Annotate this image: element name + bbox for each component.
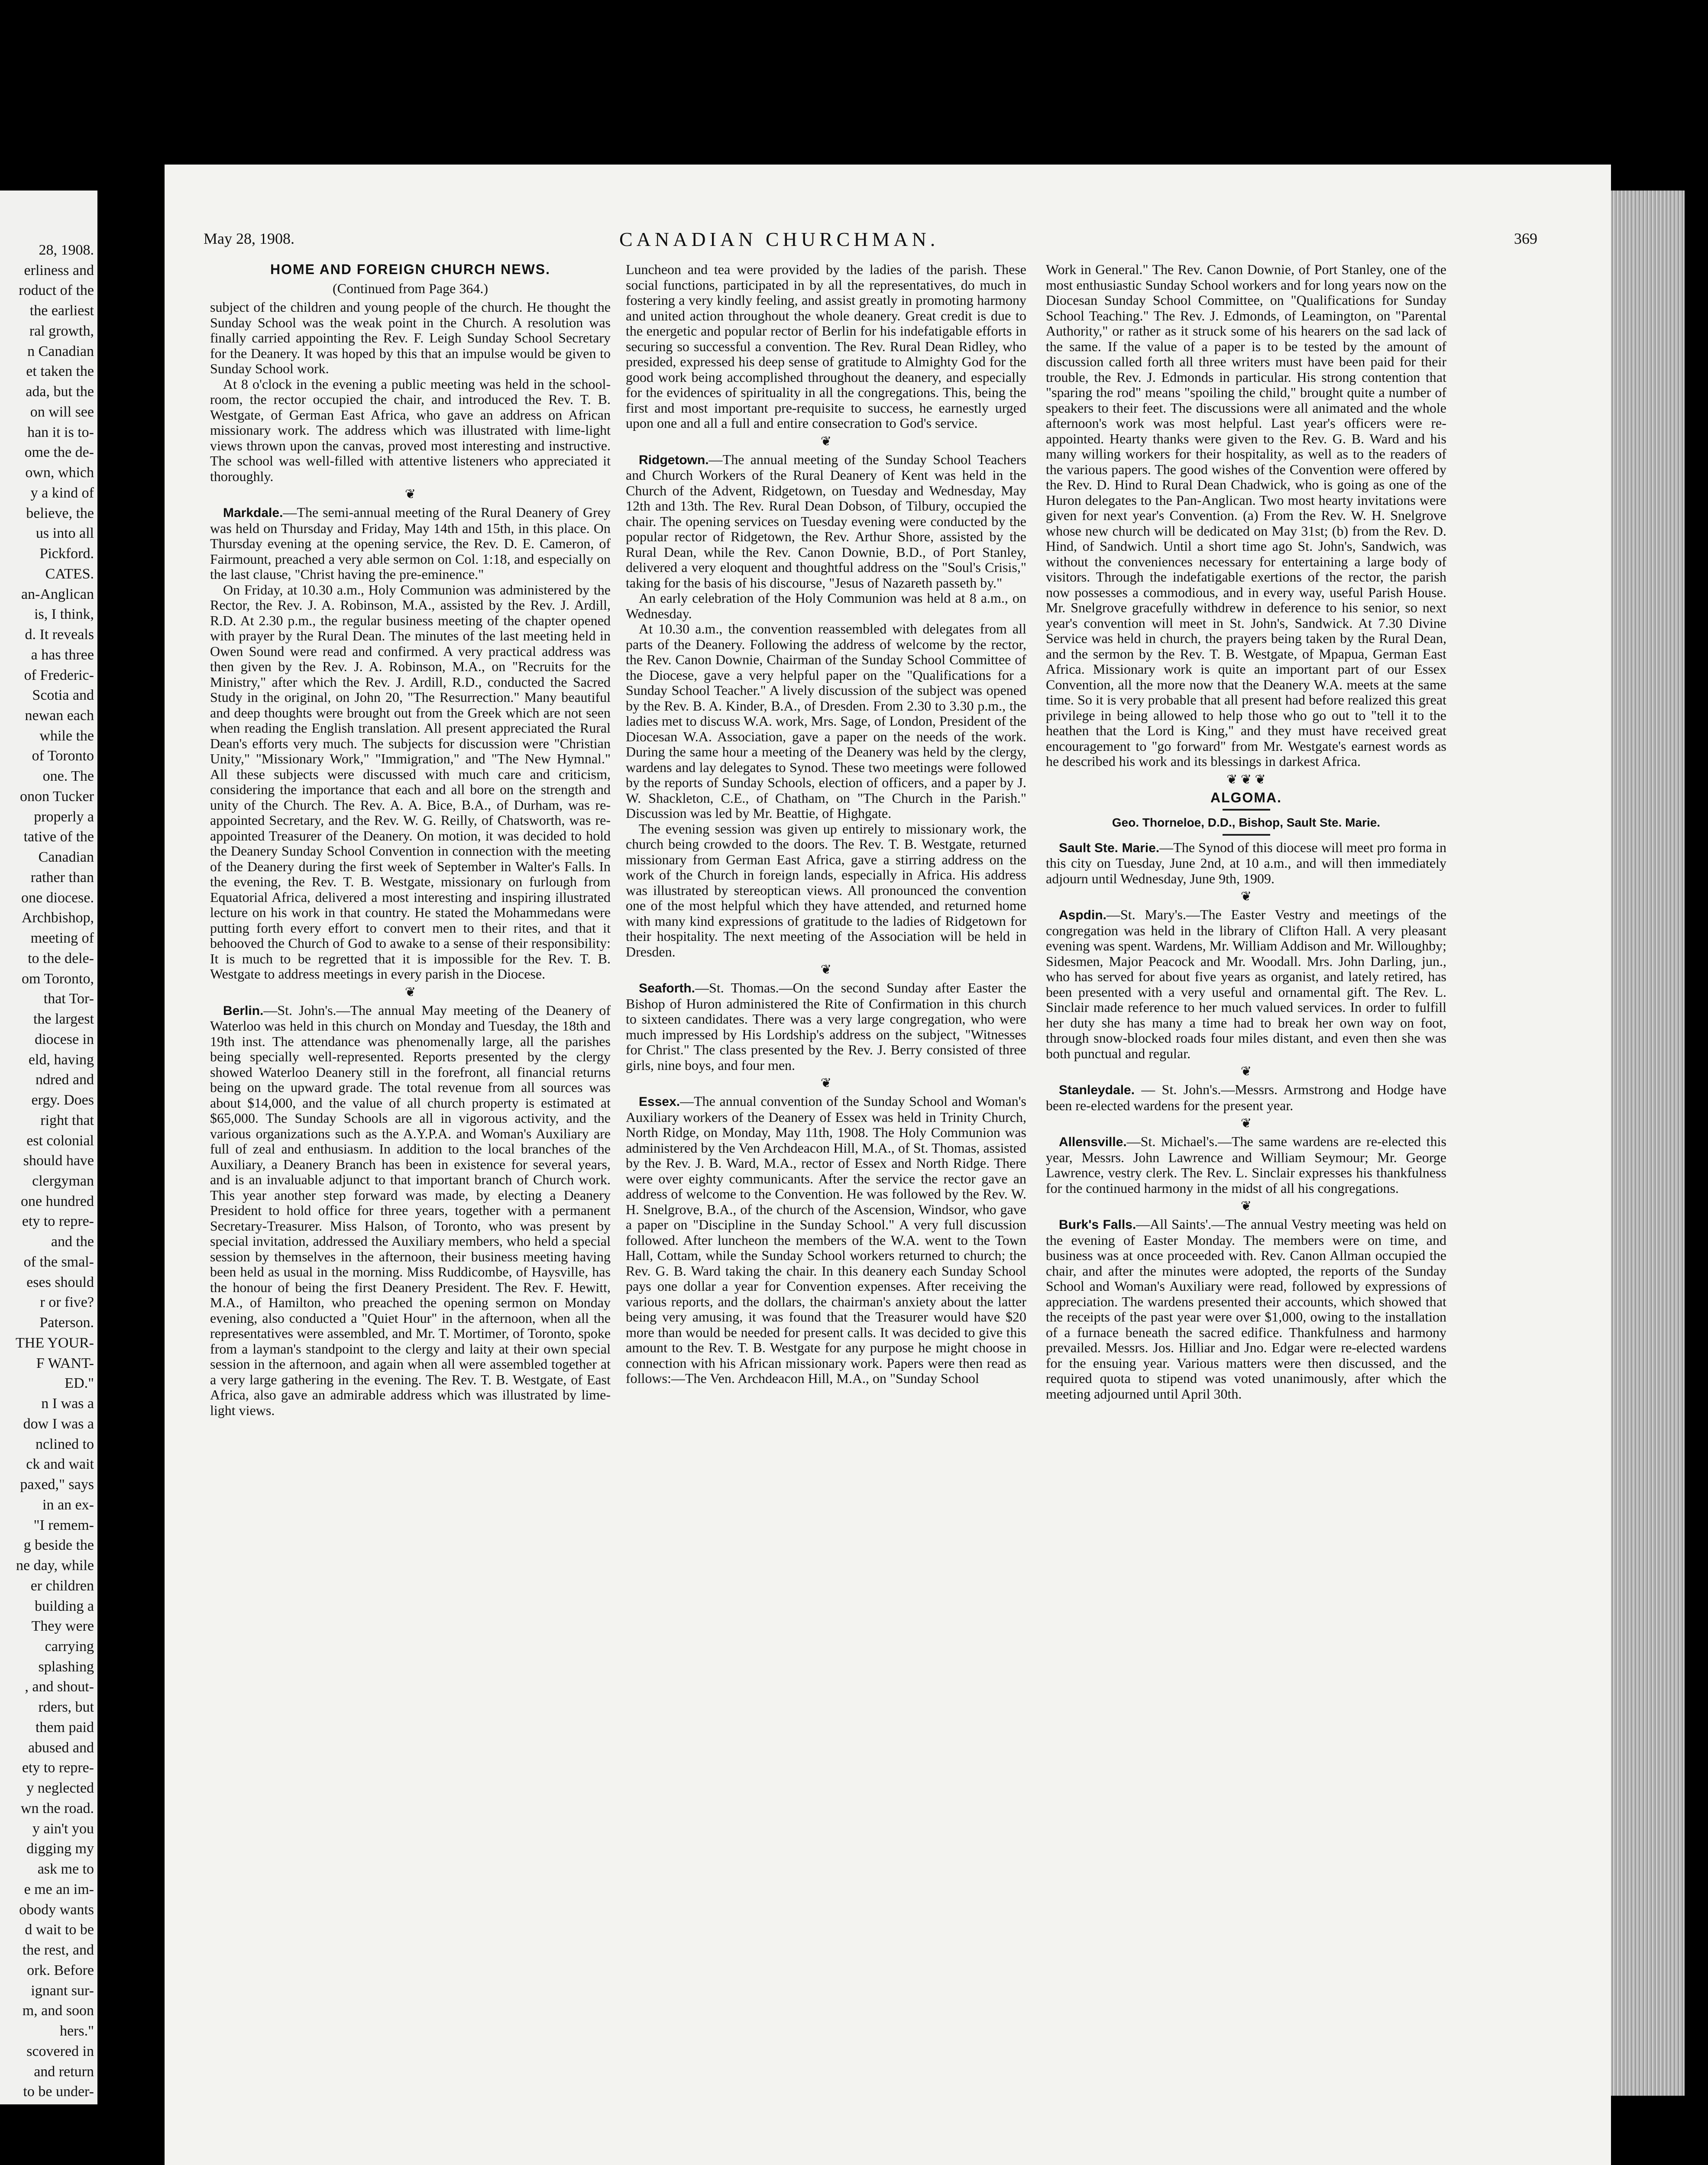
fragment-line: ada, but the <box>26 384 94 400</box>
fragment-line: ergy. Does <box>31 1092 94 1108</box>
ornament-divider: ❦ <box>1240 889 1252 904</box>
article-text: —All Saints'.—The annual Vestry meeting was held on the evening of Easter Monday. The members were on time, and business was at once proceeded with. Rev. Canon Allman occupied the chair, and after the minutes were adopted, the reports of the Sunday School and Woman's Auxiliary were read, followed by expressions of appreciation. The wardens presented their accounts, which showed that the receipts of the past year were over $1,000, owing to the installation of a furnace beneath the sacred edifice. Thankfulness and harmony prevailed. Messrs. Jos. Hilliar and Jno. Edgar were re-elected wardens for the ensuing year. Various matters were then discussed, and the required quota to stipend was voted unanimously, after which the meeting adjourned until April 30th. <box>1046 1216 1447 1402</box>
fragment-line: eses should <box>26 1274 94 1290</box>
place-heading: Seaforth. <box>639 981 695 995</box>
fragment-line: roduct of the <box>19 282 94 299</box>
article-text: — St. John's.—Messrs. Armstrong and Hodge have been re-elected wardens for the present year. <box>1046 1082 1446 1113</box>
place-heading: Stanleydale. <box>1059 1083 1135 1097</box>
fragment-line: F WANT- <box>36 1355 94 1371</box>
article-paragraph: subject of the children and young people of the church. He thought the Sunday School was the weak point in the Church. A resolution was finally carried appointing the Rev. F. Leigh Sunday School Secretary for the Deanery. It was hoped by this that an impulse would be given to Sunday School work. <box>210 299 611 376</box>
fragment-line: digging my <box>26 1841 94 1857</box>
article-paragraph: On Friday, at 10.30 a.m., Holy Communion was administered by the Rector, the Rev. J. A. Robinson, M.A., assisted by the Rev. J. Ardill, R.D. At 2.30 p.m., the regular business meeting of the chapter opened with prayer by the Rural Dean. The minutes of the last meeting held in Owen Sound were read and confirmed. A very practical address was then given by the Rev. J. A. Robinson, M.A., on "Recruits for the Ministry," after which the Rev. J. Ardill, R.D., conducted the Sacred Study in the original, on John 20, "The Resurrection." Many beautiful and deep thoughts were brought out from the Greek which are not seen when reading the English translation. All present appreciated the Rural Dean's efforts very much. The subjects for discussion were "Christian Unity," "Missionary Work," "Immigration," and "The New Hymnal." All these subjects were discussed with much care and criticism, considering the importance that each and all bore on the strength and unity of the Church. The Rev. A. A. Bice, B.A., of Durham, was re-appointed Secretary, and the Rev. W. G. Reilly, of Chatsworth, was re-appointed Treasurer of the Deanery. On motion, it was decided to hold the Deanery Sunday School Convention in connection with the meeting of the Deanery during the first week of September in Walter's Falls. In the evening, the Rev. T. B. Westgate, missionary on furlough from Equatorial Africa, delivered a most interesting and inspiring illustrated lecture on his work in that country. He stated the Mohammedans were putting forth every effort to convert men to their rites, and that it behooved the Church of God to awake to a sense of their responsibility: It is much to be regretted that it is impossible for the Rev. T. B. Westgate to address meetings in every parish in the Diocese. <box>210 582 611 982</box>
fragment-line: the largest <box>33 1011 94 1028</box>
fragment-line: e me an im- <box>24 1881 94 1897</box>
fragment-line: CATES. <box>45 565 94 582</box>
ornament-divider: ❦ <box>1240 1064 1252 1079</box>
fragment-line: om Toronto, <box>22 970 94 987</box>
fragment-line: building a <box>35 1598 94 1614</box>
fragment-line: ety to repre- <box>22 1760 94 1776</box>
article-paragraph <box>210 505 611 582</box>
fragment-line: Scotia and <box>32 687 94 704</box>
fragment-line: m, and soon <box>22 2003 94 2019</box>
fragment-line: own, which <box>25 465 94 481</box>
article-paragraph <box>626 452 1026 591</box>
place-heading: Markdale. <box>223 506 283 520</box>
heading-rule <box>1223 834 1270 836</box>
page-gutter <box>97 165 165 2165</box>
fragment-line: us into all <box>36 525 94 542</box>
fragment-line: should have <box>23 1153 94 1169</box>
page-edge-stack <box>1611 191 1685 2096</box>
fragment-line: Canadian <box>38 849 94 866</box>
fragment-line: properly a <box>34 808 94 825</box>
fragment-line: the earliest <box>29 303 94 319</box>
fragment-line: n Canadian <box>27 343 94 359</box>
fragment-line: to be under- <box>23 2084 94 2100</box>
previous-page-fragment <box>0 191 97 2104</box>
header-page-number: 369 <box>1514 230 1537 247</box>
fragment-line: They were <box>31 1618 94 1635</box>
fragment-line: THE YOUR- <box>16 1335 94 1351</box>
fragment-line: clergyman <box>32 1173 94 1189</box>
fragment-line: Pickford. <box>39 546 94 562</box>
article-paragraph <box>210 1003 611 1419</box>
fragment-line: right that <box>40 1112 94 1128</box>
article-paragraph: At 8 o'clock in the evening a public meeting was held in the school-room, the rector occupied the chair, and introduced the Rev. T. B. Westgate, of German East Africa, who gave an address on African missionary work. The address which was illustrated with lime-light views thrown upon the canvas, proved most interesting and instructive. The school was well-filled with attentive listeners who appreciated it thoroughly. <box>210 376 611 484</box>
fragment-line: splashing <box>38 1658 94 1675</box>
fragment-line: er children <box>30 1577 94 1594</box>
fragment-line: ck and wait <box>26 1456 94 1473</box>
fragment-line: ral growth, <box>29 323 94 339</box>
fragment-line: rders, but <box>38 1699 94 1716</box>
fragment-line: and return <box>34 2063 94 2080</box>
fragment-line: ignant sur- <box>31 1982 94 1999</box>
fragment-line: one. The <box>42 768 94 785</box>
fragment-line: ork. Before <box>27 1962 94 1978</box>
place-heading: Sault Ste. Marie. <box>1059 840 1160 855</box>
fragment-line: "I remem- <box>33 1517 94 1533</box>
newspaper-page <box>165 165 1611 2165</box>
fragment-line: that Tor- <box>43 991 94 1007</box>
place-heading: Ridgetown. <box>639 452 709 467</box>
fragment-line: a has three <box>31 646 94 663</box>
fragment-line: wn the road. <box>20 1800 94 1816</box>
fragment-line: y a kind of <box>30 485 94 501</box>
fragment-line: ask me to <box>37 1861 94 1877</box>
fragment-line: erliness and <box>24 262 94 278</box>
article-text: —St. Mary's.—The Easter Vestry and meetings of the congregation was held in the library of Clifton Hall. A very pleasant evening was spent. Wardens, Mr. William Addison and Mr. Willoughby; Sidesmen, Major Peacock and Mr. Woodall. Mrs. John Darling, jun., who has served for about five years as organist, and lately retired, has been presented with a very useful and ornamental gift. The Rev. L. Sinclair made reference to her much valued services. In order to fulfill her duty she has many a time had to break her own way on foot, through snow-blocked roads four miles distant, and even then she was both punctual and regular. <box>1046 907 1446 1061</box>
ornament-divider: ❦ <box>820 963 832 977</box>
article-paragraph: The evening session was given up entirely to missionary work, the church being crowded to the doors. The Rev. T. B. Westgate, returned missionary from German East Africa, gave a stirring address on the work of the Church in foreign lands, especially in Africa. His address was illustrated by stereoptican views. All pronounced the convention one of the most helpful which they have attended, and returned home with many kind expressions of gratitude to the ladies of Ridgetown for their hospitality. The next meeting of the Association will be held in Dresden. <box>626 821 1026 960</box>
column-1 <box>210 262 611 2133</box>
fragment-line: n I was a <box>41 1396 94 1412</box>
article-text: —The semi-annual meeting of the Rural Deanery of Grey was held on Thursday and Friday, May 14th and 15th, in this place. On Thursday evening at the opening service, the Rev. D. E. Cameron, of Fairmount, preached a very able sermon on Col. 1:18, and especially on the last clause, "Christ having the pre-eminence." <box>210 504 611 582</box>
fragment-line: nclined to <box>35 1436 94 1452</box>
fragment-line: y neglected <box>26 1780 94 1797</box>
bishop-line: Geo. Thorneloe, D.D., Bishop, Sault Ste. Marie. <box>1112 816 1381 829</box>
fragment-line: abused and <box>28 1739 94 1756</box>
article-text: —The annual convention of the Sunday School and Woman's Auxiliary workers of the Deanery of Essex was held in Trinity Church, North Ridge, on Monday, May 11th, 1908. The Holy Communion was administered by the Ven Archdeacon Hill, M.A., of St. Thomas, assisted by the Rev. J. B. Ward, M.A., rector of Essex and North Ridge. There were over eighty communicants. After the service the rector gave an address of welcome to the Convention. He was followed by the Rev. W. H. Snelgrove, B.A., of the church of the Ascension, Windsor, who gave a paper on "Discipline in the Sunday School." A very full discussion followed. After luncheon the members of the W.A. went to the Town Hall, Cottam, while the Sunday School workers returned to church; the Rev. G. B. Ward taking the chair. In this deanery each Sunday School pays one dollar a year for Convention expenses. After receiving the various reports, and the dollars, the chairman's anxiety about the latter being very amusing, it was found that the Treasurer would have $20 more than would be needed for present calls. It was decided to give this amount to the Rev. T. B. Westgate for any purpose he might choose in connection with his African missionary work. Papers were then read as follows:—The Ven. Archdeacon Hill, M.A., on "Sunday School <box>626 1093 1026 1386</box>
fragment-line: hers." <box>59 2023 94 2039</box>
fragment-line: and the <box>51 1234 94 1250</box>
article-paragraph: At 10.30 a.m., the convention reassembled with delegates from all parts of the Deanery. Following the address of welcome by the rector, the Rev. Canon Downie, Chairman of the Sunday School Committee of the Diocese, gave a very helpful paper on the "Qualifications for a Sunday School Teacher." A lively discussion of the subject was opened by the Rev. B. A. Kinder, B.A., of Dresden. From 2.30 to 3.30 p.m., the ladies met to discuss W.A. work, Mrs. Sage, of London, President of the Diocesan W.A. Association, gave a paper on the needs of the work. During the same hour a meeting of the Deanery was held by the clergy, wardens and lay delegates to Synod. These two meetings were followed by the reports of Sunday Schools, election of officers, and a paper by J. W. Shackleton, C.E., of Chatham, on "The Church in the Parish." Discussion was led by Mr. Beattie, of Highgate. <box>626 621 1026 821</box>
header-date: May 28, 1908. <box>204 230 294 247</box>
article-paragraph <box>1046 907 1446 1061</box>
ornament-divider: ❦ <box>1240 1116 1252 1131</box>
section-title: HOME AND FOREIGN CHURCH NEWS. <box>270 262 551 277</box>
ornament-divider: ❦ <box>820 434 832 449</box>
page-header <box>165 229 1611 260</box>
place-heading: Allensville. <box>1059 1135 1127 1149</box>
fragment-line: ED." <box>65 1375 94 1392</box>
fragment-line: dow I was a <box>23 1415 94 1432</box>
fragment-line: of Toronto <box>32 748 94 764</box>
fragment-line: et taken the <box>26 363 94 380</box>
fragment-line: d. It reveals <box>25 627 94 643</box>
article-paragraph <box>1046 1134 1446 1196</box>
fragment-line: r or five? <box>40 1294 94 1311</box>
fragment-line: scovered in <box>26 2043 94 2059</box>
fragment-line: newan each <box>25 708 94 724</box>
fragment-line: of Frederic- <box>24 667 94 683</box>
fragment-line: meeting of <box>30 930 94 947</box>
fragment-line: d wait to be <box>25 1922 94 1938</box>
fragment-line: one hundred <box>20 1193 94 1209</box>
article-text: —The annual meeting of the Sunday School Teachers and Church Workers of the Rural Deanery of Kent was held in the Church of the Advent, Ridgetown, on Tuesday and Wednesday, May 12th and 13th. The Rev. Rural Dean Dobson, of Tilbury, occupied the chair. The opening services on Tuesday evening were conducted by the popular rector of Ridgetown, the Rev. Arthur Shore, assisted by the Rural Dean, while the Rev. Canon Downie, B.D., of Port Stanley, delivered a very eloquent and thoughtful address on the "Soul's Crisis," taking for the basis of his discourse, "Jesus of Nazareth passeth by." <box>626 451 1026 591</box>
ornament-divider: ❦ <box>820 1076 832 1090</box>
fragment-line: , and shout- <box>25 1679 94 1695</box>
fragment-line: 28, 1908. <box>39 242 94 258</box>
article-paragraph <box>1046 840 1446 887</box>
fragment-line: the rest, and <box>22 1942 94 1958</box>
continued-note: (Continued from Page 364.) <box>332 280 488 296</box>
fragment-line: paxed," says <box>20 1477 94 1493</box>
place-heading: Aspdin. <box>1059 908 1106 922</box>
heading-rule <box>1223 809 1270 811</box>
place-heading: Burk's Falls. <box>1059 1218 1136 1232</box>
fragment-line: an-Anglican <box>21 586 94 602</box>
fragment-line: Archbishop, <box>21 910 94 926</box>
fragment-line: g beside the <box>23 1537 94 1554</box>
place-heading: Berlin. <box>223 1003 264 1018</box>
article-paragraph: Work in General." The Rev. Canon Downie, of Port Stanley, one of the most enthusiastic Sunday School workers and for long years now on the Diocesan Sunday School Committee, on "Qualifications for Sunday School Teaching." The Rev. J. Edmonds, of Leamington, on "Parental Authority," or rather as it struck some of his hearers on the sad lack of the same. If the value of a paper is to be tested by the amount of discussion called forth all three writers must have been paid for their trouble, the Rev. J. Edmonds in particular. His strong contention that "sparing the rod" means "spoiling the child," brought quite a number of speakers to their feet. The discussions were all animated and the whole afternoon's work was most helpful. Last year's officers were re-appointed. Hearty thanks were given to the Rev. G. B. Ward and his many willing workers for their hospitality, as well as to the readers of the various papers. The good wishes of the Convention were offered by the Rev. D. Hind to Rural Dean Chadwick, who is going as one of the Huron delegates to the Pan-Anglican. Two most hearty invitations were given for next year's Convention. (a) From the Rev. W. H. Snelgrove whose new church will be dedicated on May 31st; (b) from the Rev. D. Hind, of Sandwich. Until a short time ago St. John's, Sandwich, was without the conveniences necessary for entertaining a large body of visitors. Through the indefatigable exertions of the rector, the parish now possesses a commodious, and in every way, useful Parish House. Mr. Snelgrove gracefully withdrew in deference to his senior, so next year's convention will meet in St. John's, Sandwick. At 7.30 Divine Service was held in church, the prayers being taken by the Rural Dean, and the sermon by the Rev. T. B. Westgate, of Mpapua, German East Africa. Missionary work is quite an important part of our Essex Convention, all the more now that the Deanery W.A. meets at the same time. So it is very probable that all present had before realized this great privilege in being allowed to help those who go out to "tell it to the heathen that the Lord is King," and they must have received great encouragement to "go forward" from Mr. Westgate's earnest words as he described his work and its blessings in darkest Africa. <box>1046 262 1446 769</box>
article-paragraph <box>1046 1217 1446 1402</box>
ornament-divider: ❦ <box>1240 1199 1252 1213</box>
article-text: —St. Michael's.—The same wardens are re-elected this year, Messrs. John Lawrence and William Seymour; Mr. George Lawrence, vestry clerk. The Rev. L. Sinclair expresses his thankfulness for the continued harmony in the midst of all his congregations. <box>1046 1134 1446 1196</box>
ornament-divider: ❦ ❦ ❦ <box>1226 772 1266 787</box>
fragment-line: han it is to- <box>27 424 94 440</box>
fragment-line: eld, having <box>28 1051 94 1068</box>
article-paragraph <box>626 1094 1026 1386</box>
fragment-line: to the dele- <box>28 950 94 966</box>
fragment-line: on will see <box>30 404 94 420</box>
fragment-line: carrying <box>45 1638 94 1654</box>
fragment-line: them paid <box>35 1719 94 1735</box>
diocese-heading: ALGOMA. <box>1210 789 1282 805</box>
article-text: —St. John's.—The annual May meeting of the Deanery of Waterloo was held in this church on Monday and Tuesday, the 18th and 19th inst. The attendance was phenomenally large, all the parishes being specially well-represented. Reports presented by the clergy showed Waterloo Deanery still in the forefront, all financial returns being on the upward grade. The total revenue from all sources was about $14,000, and the value of all church property is estimated at $65,000. The Sunday Schools are all in vigorous activity, and the various organizations such as the A.Y.P.A. and Woman's Auxiliary are full of zeal and enthusiasm. In addition to the local branches of the Auxiliary, a Deanery Branch has been in existence for several years, and is an invaluable adjunct to that important branch of Church work. This year another step forward was made, by electing a Deanery President to hold office for three years, together with a permanent Secretary-Treasurer. Miss Halson, of Toronto, who was present by special invitation, addressed the Auxiliary members, who held a special session by themselves in the afternoon, their business meeting having been held as usual in the morning. Miss Ruddicombe, of Haysville, has the honour of being the first Deanery President. The Rev. F. Hewitt, M.A., of Hamilton, who preached the opening sermon on Monday evening, also conducted a "Quiet Hour" in the afternoon, when all the representatives were assembled, and Mr. T. Mortimer, of Toronto, spoke from a layman's standpoint to the clergy and laity at their own special session in the afternoon, and again when all were assembled together at a very large gathering in the evening. The Rev. T. B. Westgate, of East Africa, also gave an admirable address which was illustrated by lime-light views. <box>210 1002 611 1418</box>
article-text: —The Synod of this diocese will meet pro forma in this city on Tuesday, June 2nd, at 10 a.m., and will then immediately adjourn until Wednesday, June 9th, 1909. <box>1046 839 1446 886</box>
article-paragraph <box>1046 1082 1446 1113</box>
fragment-line: ne day, while <box>16 1558 94 1574</box>
fragment-line: diocese in <box>35 1031 94 1047</box>
fragment-line: est colonial <box>26 1132 94 1149</box>
fragment-line: ome the de- <box>24 444 94 461</box>
fragment-line: ndred and <box>35 1072 94 1088</box>
article-paragraph: An early celebration of the Holy Communion was held at 8 a.m., on Wednesday. <box>626 590 1026 621</box>
fragment-line: y ain't you <box>32 1820 94 1837</box>
ornament-divider: ❦ <box>404 985 416 999</box>
fragment-line: obody wants <box>19 1901 94 1918</box>
fragment-line: onon Tucker <box>20 788 94 805</box>
article-paragraph: Luncheon and tea were provided by the ladies of the parish. These social functions, participated in by all the representatives, do much in fostering a very kindly feeling, and assist greatly in promoting harmony and united action throughout the whole deanery. Great credit is due to the energetic and popular rector of Berlin for his indefatigable efforts in securing so successful a convention. The Rev. Rural Dean Ridley, who presided, expressed his deep sense of gratitude to Almighty God for the good work being accomplished throughout the deanery, and especially for the evidences of spirituality in all the congregations. This, being the first and most important pre-requisite to success, he earnestly urged upon one and all a full and entire consecration to God's service. <box>626 262 1026 431</box>
fragment-line: in an ex- <box>42 1496 94 1513</box>
fragment-line: rather than <box>30 869 94 885</box>
fragment-line: is, I think, <box>34 606 94 623</box>
article-text: —St. Thomas.—On the second Sunday after Easter the Bishop of Huron administered the Rite of Confirmation in this church to sixteen candidates. There was a very large congregation, who were much impressed by His Lordship's address on the subject, "Witnesses for Christ." The class presented by the Rev. J. Berry consisted of three girls, nine boys, and four men. <box>626 980 1026 1073</box>
column-2 <box>626 262 1026 1691</box>
fragment-line: of the smal- <box>23 1254 94 1270</box>
fragment-line: tative of the <box>23 829 94 845</box>
fragment-line: Paterson. <box>39 1315 94 1331</box>
fragment-line: while the <box>39 727 94 744</box>
article-paragraph <box>626 980 1026 1073</box>
header-title: CANADIAN CHURCHMAN. <box>619 228 939 250</box>
ornament-divider: ❦ <box>404 487 416 501</box>
column-3 <box>1046 262 1446 2133</box>
place-heading: Essex. <box>639 1095 680 1109</box>
fragment-line: one diocese. <box>21 889 94 906</box>
fragment-line: ety to repre- <box>22 1213 94 1230</box>
fragment-line: believe, the <box>26 505 94 521</box>
